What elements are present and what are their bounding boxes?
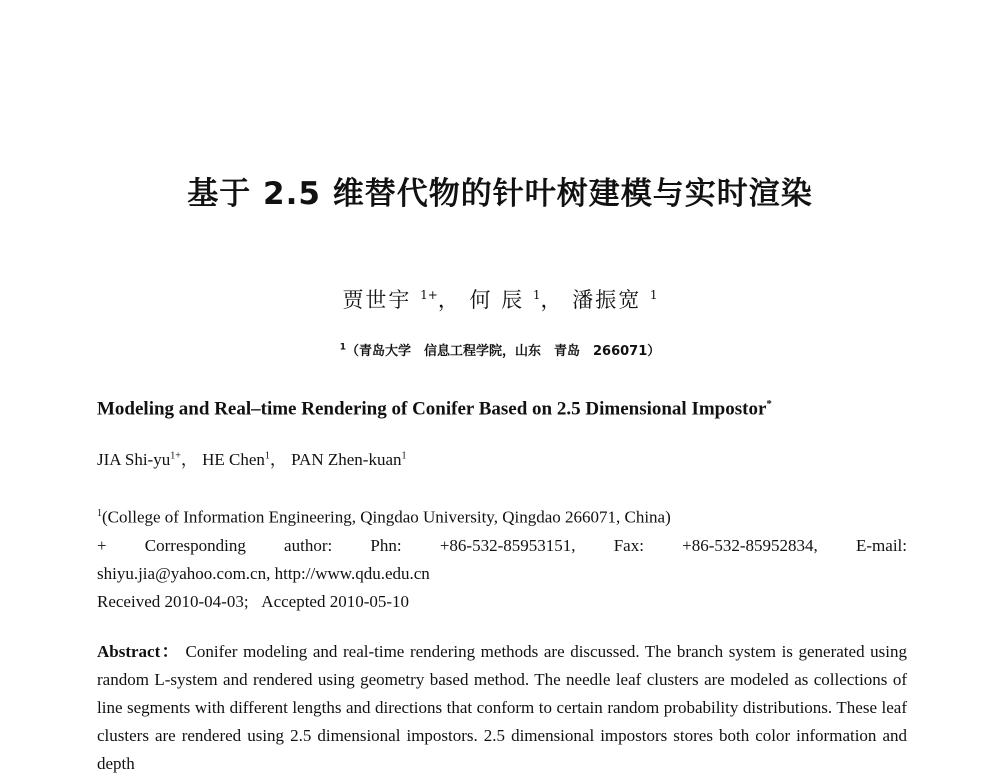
author-en-1: JIA Shi-$yu^{1+}$	[97, 450, 181, 469]
author-en-3: PAN Zhen-kuan$^1$	[291, 450, 407, 469]
author-cn-3: 潘振宽 $^1$	[572, 288, 658, 312]
correspondence-line: + Corresponding author: Phn: +86-532-85953151, Fax: +86-532-85952834, E-mail:	[97, 535, 907, 555]
english-authors: JIA Shi-$yu^{1+}$， HE Chen$^1$， PAN Zhen-kuan$^1$	[97, 450, 407, 469]
english-affiliation: $^1$(College of Information Engineering, Qingdao University, Qingdao 266071, China)	[97, 507, 671, 527]
chinese-title: 基于 2.5 维替代物的针叶树建模与实时渲染	[187, 176, 813, 212]
author-cn-1: 贾世宇 $^{1+}$	[342, 288, 438, 312]
abstract-label: Abstract：	[97, 642, 180, 661]
author-separator: ，	[437, 288, 461, 312]
abstract	[97, 638, 907, 778]
author-separator: ，	[540, 288, 564, 312]
chinese-affiliation: $^1$（青岛大学 信息工程学院，山东 青岛 266071）	[339, 342, 661, 359]
contact-links: shiyu.jia@yahoo.com.cn, http://www.qdu.edu.cn	[97, 563, 430, 583]
author-en-2: HE Chen$^1$	[202, 450, 270, 469]
chinese-authors	[0, 284, 1000, 314]
abstract-text: Conifer modeling and real-time rendering methods are discussed. The branch system is generated using random L-system and rendered using geometry based method. The needle leaf clusters are modeled as collections of line segments with different lengths and directions that conform to certain random probability distributions. These leaf clusters are rendered using 2.5 dimensional impostors. 2.5 dimensional impostors stores both color information and depth	[97, 642, 907, 773]
author-cn-2: 何 辰 $^1$	[469, 288, 541, 312]
english-title: Modeling and Real–time Rendering of Conifer Based on 2.5 Dimensional Impostor*	[97, 398, 772, 420]
article-metadata	[97, 500, 907, 616]
received-accepted-dates: Received 2010-04-03; Accepted 2010-05-10	[97, 591, 410, 611]
